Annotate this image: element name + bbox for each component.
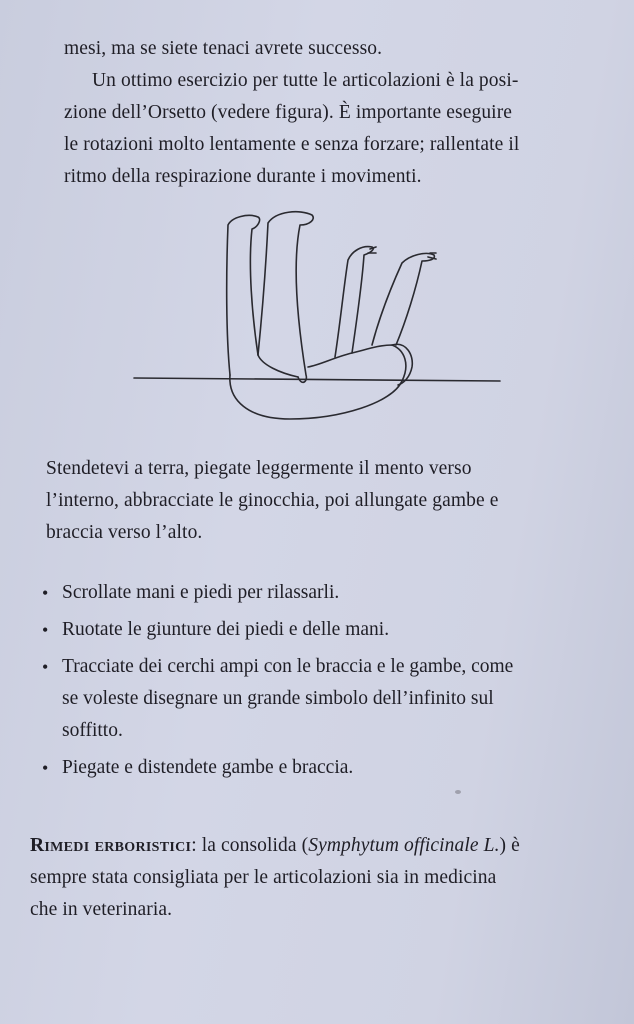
- bullet-icon: •: [42, 758, 49, 778]
- leg-outline: [227, 215, 260, 375]
- herbal-remedies-paragraph: [30, 830, 615, 926]
- text-line: Stendetevi a terra, piegate leggermente il mento verso: [46, 458, 472, 479]
- remedies-text: : la consolida (: [191, 835, 309, 856]
- arm-outline: [372, 253, 434, 345]
- text-line: braccia verso l’alto.: [46, 522, 203, 543]
- remedies-heading: Rimedi erboristici: [30, 835, 192, 856]
- intro-paragraph: [64, 33, 604, 193]
- text-line: se voleste disegnare un grande simbolo dell’infinito sul: [62, 688, 494, 709]
- text-line: l’interno, abbracciate le ginocchia, poi allungate gambe e: [46, 490, 499, 511]
- text-line: zione dell’Orsetto (vedere figura). È importante eseguire: [64, 102, 513, 123]
- list-item: [42, 651, 612, 747]
- text-line: sempre stata consigliata per le articolazioni sia in medicina: [30, 867, 497, 888]
- text-line: Un ottimo esercizio per tutte le articolazioni è la posi-: [92, 70, 519, 91]
- paper-speck: [455, 790, 461, 794]
- arm-outline: [335, 247, 373, 357]
- text-line: Tracciate dei cerchi ampi con le braccia e le gambe, come: [62, 656, 514, 677]
- text-line: [30, 830, 615, 862]
- list-item: [42, 577, 612, 609]
- instruction-paragraph: [46, 453, 606, 549]
- exercise-list: [42, 577, 612, 789]
- text-line: Piegate e distendete gambe e braccia.: [62, 757, 354, 778]
- bullet-icon: •: [42, 583, 49, 603]
- text-line: ritmo della respirazione durante i movimenti.: [64, 166, 422, 187]
- body-outline: [230, 345, 406, 419]
- list-item: [42, 752, 612, 784]
- bear-pose-illustration: [130, 205, 505, 430]
- floor-line: [134, 378, 500, 381]
- text-line: Scrollate mani e piedi per rilassarli.: [62, 582, 340, 603]
- bullet-icon: •: [42, 657, 49, 677]
- list-item: [42, 614, 612, 646]
- text-line: soffitto.: [62, 720, 123, 741]
- text-line: che in veterinaria.: [30, 899, 173, 920]
- leg-outline: [258, 212, 313, 383]
- text-line: Ruotate le giunture dei piedi e delle mani.: [62, 619, 390, 640]
- text-line: le rotazioni molto lentamente e senza forzare; rallentate il: [64, 134, 520, 155]
- text-line: mesi, ma se siete tenaci avrete successo.: [64, 38, 383, 59]
- bullet-icon: •: [42, 620, 49, 640]
- remedies-text: ) è: [499, 835, 520, 856]
- latin-name: Symphytum officinale L.: [308, 835, 500, 856]
